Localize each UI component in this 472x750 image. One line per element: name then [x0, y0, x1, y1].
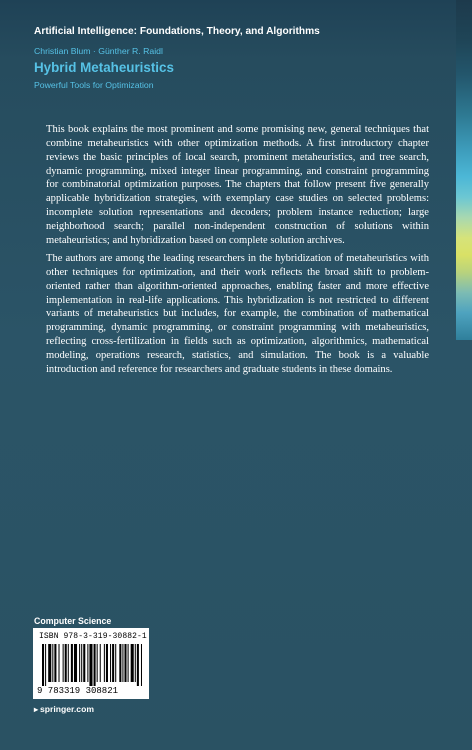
barcode-bar	[137, 644, 139, 686]
barcode-bar	[48, 644, 51, 682]
barcode-bar	[58, 644, 59, 682]
spine-color-stripe	[456, 0, 472, 340]
barcode-bar	[89, 644, 92, 686]
barcode-bar	[106, 644, 108, 682]
arrow-icon: ▸	[34, 705, 39, 714]
barcode-bar	[94, 644, 96, 686]
subject-category: Computer Science	[34, 616, 112, 626]
barcode-digits: 9 783319 308821	[37, 686, 119, 696]
barcode-bar	[71, 644, 73, 682]
barcode-bar	[83, 644, 85, 682]
barcode-bar	[45, 644, 46, 686]
barcode-bar	[79, 644, 80, 682]
barcode-bar	[110, 644, 111, 682]
barcode-bar	[54, 644, 56, 682]
barcode-bar	[68, 644, 69, 682]
isbn-number: ISBN 978-3-319-30882-1	[39, 632, 147, 641]
barcode-bar	[52, 644, 53, 682]
authors: Christian Blum · Günther R. Raidl	[34, 46, 163, 56]
barcode-bar	[42, 644, 44, 686]
barcode-bar	[122, 644, 123, 682]
barcode-bar	[81, 644, 82, 682]
barcode-bar	[97, 644, 98, 682]
publisher-website	[34, 704, 94, 714]
barcode-bar	[63, 644, 64, 682]
barcode-bar	[104, 644, 105, 682]
barcode-label	[33, 628, 149, 699]
barcode-bar	[100, 644, 101, 682]
barcode-bars	[42, 644, 142, 686]
barcode-bar	[112, 644, 114, 682]
barcode-bar	[119, 644, 121, 682]
barcode-bar	[115, 644, 116, 682]
description-paragraph-2: The authors are among the leading researchers in the hybridization of metaheuristics with other techniques for optimization, and their work reflects the broad shift to problem-oriented rather than algorithm-oriented approaches, enabling faster and more effective implementation in real-life applications. This hybridization is not restricted to different variants of metaheuristics but includes, for example, the combination of mathematical programming, dynamic programming, or constraint programming with metaheuristics, reflecting cross-fertilization in fields such as optimization, algorithmics, mathematical modeling, operations research, statistics, and simulation. The book is a valuable introduction and reference for researchers and graduate students in these domains.	[46, 253, 429, 375]
website-url: springer.com	[40, 704, 94, 714]
barcode-bar	[131, 644, 134, 682]
barcode-bar	[65, 644, 67, 682]
barcode-bar	[124, 644, 126, 682]
barcode-bar	[141, 644, 142, 686]
series-title: Artificial Intelligence: Foundations, Theory, and Algorithms	[34, 26, 320, 37]
barcode-bar	[135, 644, 136, 682]
book-subtitle: Powerful Tools for Optimization	[34, 80, 154, 90]
barcode-bar	[87, 644, 88, 682]
barcode-bar	[74, 644, 77, 682]
description-paragraph-1: This book explains the most prominent and some promising new, general techniques that combine metaheuristics with other optimization methods. A first introductory chapter reviews the basic principles of local search, prominent metaheuristics, and tree search, dynamic programming, mixed integer linear programming, and constraint programming for combinatorial optimization purposes. The chapters that follow present five generally applicable hybridization strategies, with exemplary case studies on selected problems: incomplete solution representations and decoders; problem instance reduction; large neighborhood search; parallel non-independent construction of solutions within metaheuristics; and hybridization based on complete solution archives.	[46, 124, 429, 246]
book-title: Hybrid Metaheuristics	[34, 60, 174, 75]
barcode-bar	[128, 644, 129, 682]
